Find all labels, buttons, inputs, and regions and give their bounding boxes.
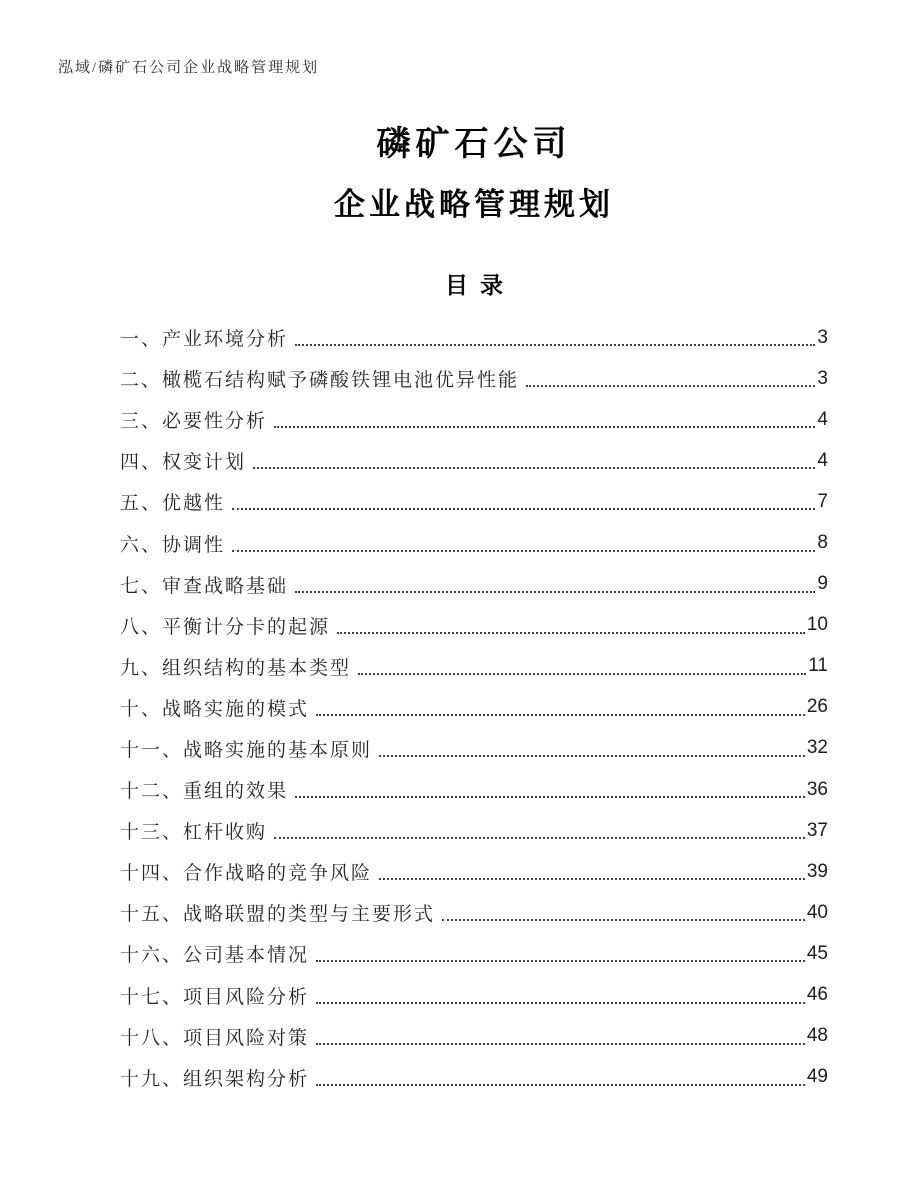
toc-dot-leader: [295, 329, 815, 346]
toc-entry[interactable]: [120, 851, 828, 892]
toc-entry-page: 46: [806, 984, 828, 1006]
toc-entry-page: 4: [817, 449, 828, 471]
toc-entry-label: 十五、战略联盟的类型与主要形式: [120, 904, 436, 926]
toc-entry-label: 九、组织结构的基本类型: [120, 657, 352, 679]
toc-dot-leader: [274, 411, 815, 428]
doc-title-subject: 企业战略管理规划: [334, 187, 614, 222]
toc-entry-page: 36: [806, 778, 828, 800]
toc-dot-leader: [316, 1028, 805, 1045]
toc-entry-label: 十六、公司基本情况: [120, 945, 310, 967]
toc-entry-label: 十、战略实施的模式: [120, 698, 310, 720]
toc-dot-leader: [379, 740, 805, 757]
toc-dot-leader: [316, 1069, 805, 1086]
toc-entry-label: 二、橄榄石结构赋予磷酸铁锂电池优异性能: [120, 370, 520, 392]
toc-entry-label: 四、权变计划: [120, 452, 247, 474]
toc-entry-label: 十九、组织架构分析: [120, 1068, 310, 1090]
toc-entry[interactable]: [120, 646, 828, 687]
toc-entry[interactable]: [120, 769, 828, 810]
toc-entry[interactable]: [120, 564, 828, 605]
toc-entry-page: 40: [806, 901, 828, 923]
toc-dot-leader: [442, 904, 805, 921]
toc-heading: 目录: [445, 273, 515, 298]
toc-entry[interactable]: [120, 687, 828, 728]
toc-entry[interactable]: [120, 728, 828, 769]
toc-entry-page: 39: [806, 860, 828, 882]
toc-entry[interactable]: [120, 1016, 828, 1057]
toc-dot-leader: [316, 987, 805, 1004]
toc-entry-page: 37: [806, 819, 828, 841]
toc-entry-page: 48: [806, 1025, 828, 1047]
toc-dot-leader: [253, 452, 815, 469]
toc-dot-leader: [295, 576, 815, 593]
toc-entry-page: 9: [817, 573, 828, 595]
toc-entry[interactable]: [120, 1057, 828, 1098]
toc-list: [120, 317, 828, 1098]
toc-entry[interactable]: [120, 933, 828, 974]
toc-entry[interactable]: [120, 522, 828, 563]
toc-entry-label: 十七、项目风险分析: [120, 986, 310, 1008]
toc-entry-label: 五、优越性: [120, 493, 226, 515]
toc-entry-page: 26: [806, 696, 828, 718]
toc-dot-leader: [316, 945, 805, 962]
toc-dot-leader: [274, 822, 805, 839]
toc-entry-page: 3: [817, 367, 828, 389]
toc-entry-label: 十三、杠杆收购: [120, 822, 268, 844]
toc-entry[interactable]: [120, 975, 828, 1016]
toc-entry-page: 11: [808, 655, 828, 677]
toc-entry-label: 八、平衡计分卡的起源: [120, 616, 331, 638]
doc-title-company: 磷矿石公司: [376, 125, 572, 163]
toc-entry-page: 7: [817, 490, 828, 512]
toc-entry[interactable]: [120, 399, 828, 440]
toc-dot-leader: [232, 493, 815, 510]
toc-entry-page: 4: [817, 408, 828, 430]
toc-entry-label: 十四、合作战略的竞争风险: [120, 863, 373, 885]
toc-entry-page: 45: [806, 942, 828, 964]
toc-dot-leader: [526, 370, 815, 387]
toc-entry-label: 十八、项目风险对策: [120, 1027, 310, 1049]
toc-dot-leader: [358, 658, 806, 675]
toc-entry[interactable]: [120, 892, 828, 933]
toc-entry-label: 七、审查战略基础: [120, 575, 289, 597]
toc-entry[interactable]: [120, 358, 828, 399]
toc-entry[interactable]: [120, 605, 828, 646]
toc-entry[interactable]: [120, 810, 828, 851]
toc-entry-label: 六、协调性: [120, 534, 226, 556]
toc-dot-leader: [232, 535, 815, 552]
toc-entry-label: 十二、重组的效果: [120, 781, 289, 803]
toc-entry-page: 10: [806, 614, 828, 636]
toc-entry[interactable]: [120, 440, 828, 481]
toc-dot-leader: [379, 863, 805, 880]
toc-entry-label: 一、产业环境分析: [120, 329, 289, 351]
toc-entry-label: 三、必要性分析: [120, 411, 268, 433]
toc-entry[interactable]: [120, 317, 828, 358]
toc-dot-leader: [295, 781, 805, 798]
toc-entry-label: 十一、战略实施的基本原则: [120, 739, 373, 761]
toc-entry-page: 32: [806, 737, 828, 759]
toc-entry-page: 3: [817, 326, 828, 348]
toc-dot-leader: [337, 617, 805, 634]
toc-entry-page: 49: [806, 1066, 828, 1088]
toc-dot-leader: [316, 699, 805, 716]
toc-entry-page: 8: [817, 532, 828, 554]
toc-entry[interactable]: [120, 481, 828, 522]
page-header-text: 泓域/磷矿石公司企业战略管理规划: [58, 60, 320, 76]
